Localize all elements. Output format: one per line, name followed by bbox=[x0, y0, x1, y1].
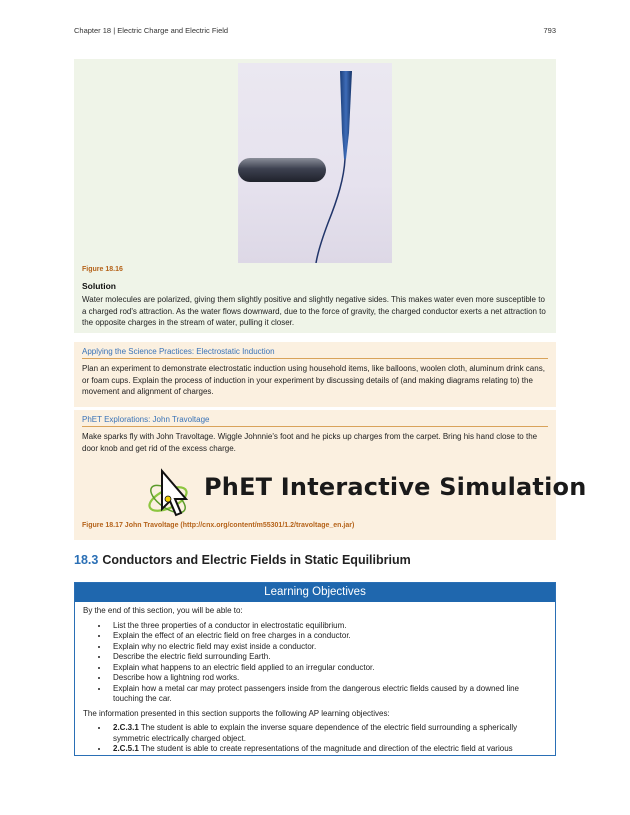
list-item: • Explain the effect of an electric field on free charges in a conductor. bbox=[109, 631, 547, 642]
section-heading bbox=[74, 553, 411, 567]
phet-cursor-icon bbox=[144, 465, 204, 525]
section-number: 18.3 bbox=[74, 553, 99, 567]
phet-text: Make sparks fly with John Travoltage. Wiggle Johnnie's foot and he picks up charges from the carpet. Bring his hand close to the door knob and get rid of the excess charge. bbox=[82, 432, 538, 453]
ap-intro: The information presented in this section supports the following AP learning objectives: bbox=[83, 708, 390, 718]
ap-list bbox=[83, 723, 547, 755]
solution-text: Water molecules are polarized, giving them slightly positive and slightly negative sides. This makes water even more susceptible to a charged rod's attraction. As the water flows downward, due to the force of gravity, the charged conductor exerts a net attraction to the opposite charges in the stream of water, pulling it closer. bbox=[82, 295, 546, 327]
phet-explorations-box bbox=[74, 410, 587, 540]
ap-text: The student is able to create representations of the magnitude and direction of the electric field at various bbox=[140, 744, 513, 753]
section-title: Conductors and Electric Fields in Static Equilibrium bbox=[102, 553, 411, 567]
science-practices-title: Applying the Science Practices: Electrostatic Induction bbox=[82, 347, 548, 359]
ap-code: 2.C.3.1 bbox=[113, 723, 139, 732]
list-item: • Explain why no electric field may exist inside a conductor. bbox=[109, 642, 547, 653]
burette-tip bbox=[340, 71, 352, 159]
page-number: 793 bbox=[543, 26, 556, 35]
list-item: • Explain what happens to an electric field applied to an irregular conductor. bbox=[109, 663, 547, 674]
list-item bbox=[109, 744, 547, 755]
figure-18-16-caption: Figure 18.16 bbox=[82, 266, 123, 273]
charged-rod-water-stream-illustration bbox=[238, 63, 392, 263]
lo-intro: By the end of this section, you will be able to: bbox=[83, 606, 243, 615]
solution-title: Solution bbox=[82, 281, 116, 291]
figure-18-16-photo bbox=[238, 63, 392, 263]
list-item: • Describe the electric field surrounding Earth. bbox=[109, 652, 547, 663]
list-item: • Explain how a metal car may protect passengers inside from the dangerous electric fields caused by a downed line touching the car. bbox=[109, 684, 547, 705]
example-solution-box bbox=[74, 59, 556, 333]
ap-text: The student is able to explain the inverse square dependence of the electric field surrounding a spherically symmetric electrically charged object. bbox=[113, 723, 518, 743]
figure-18-17-caption: Figure 18.17 John Travoltage (http://cnx.org/content/m55301/1.2/travoltage_en.jar) bbox=[82, 522, 355, 529]
ap-code: 2.C.5.1 bbox=[113, 744, 139, 753]
learning-objectives-box bbox=[74, 582, 556, 756]
running-head bbox=[74, 26, 556, 35]
learning-objectives-header: Learning Objectives bbox=[75, 583, 555, 602]
list-item bbox=[109, 723, 547, 744]
list-item: • List the three properties of a conductor in electrostatic equilibrium. bbox=[109, 621, 547, 632]
phet-title: PhET Explorations: John Travoltage bbox=[82, 415, 548, 427]
phet-logo-text: PhET Interactive Simulation bbox=[204, 473, 587, 501]
science-practices-text: Plan an experiment to demonstrate electrostatic induction using household items, like balloons, woolen cloth, aluminum drink cans, or foam cups. Explain the process of induction in your experiment by discussing details of (and making diagrams relating to) the movement and alignment of charges. bbox=[82, 364, 545, 396]
chapter-title: Chapter 18 | Electric Charge and Electric Field bbox=[74, 26, 229, 35]
lo-list bbox=[83, 621, 547, 705]
phet-simulation-link[interactable] bbox=[144, 465, 587, 525]
science-practices-box bbox=[74, 342, 556, 407]
list-item: • Describe how a lightning rod works. bbox=[109, 673, 547, 684]
charged-rod bbox=[238, 158, 326, 182]
